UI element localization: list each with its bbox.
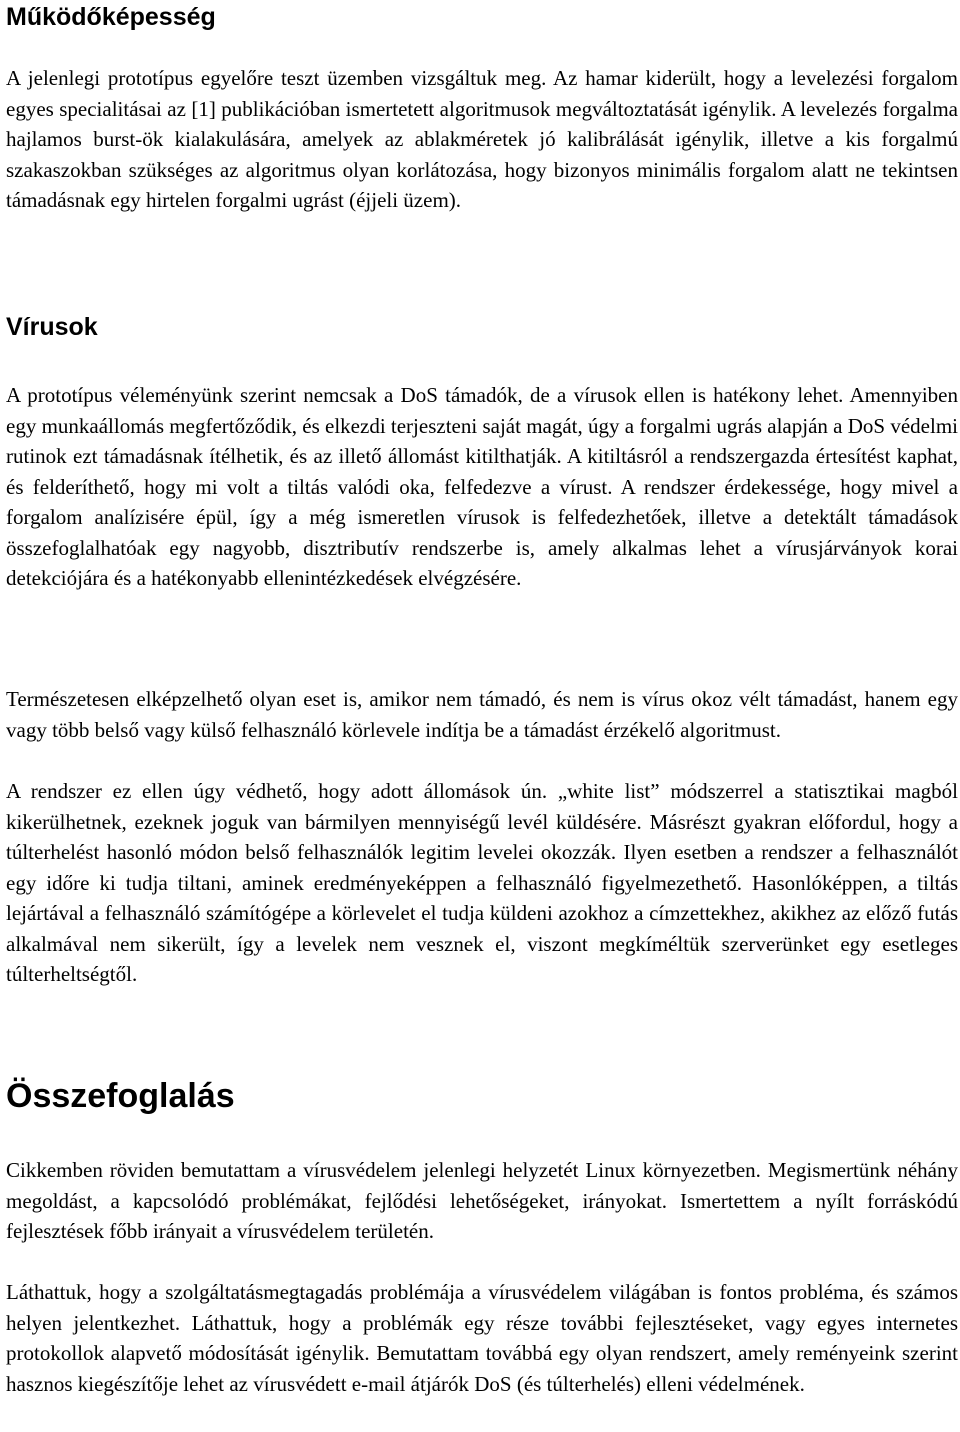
section-heading-virusok: Vírusok xyxy=(6,313,98,341)
section-heading-osszefoglalas: Összefoglalás xyxy=(6,1077,235,1115)
paragraph-osszefoglalas-1: Cikkemben röviden bemutattam a vírusvédelem jelenlegi helyzetét Linux környezetben. Megismertünk néhány megoldást, a kapcsolódó problémákat, fejlődési lehetőségeket, irányokat. Ismertettem a nyílt forráskódú fejlesztések főbb irányait a vírusvédelem területén. xyxy=(6,1158,958,1243)
section-heading-mukodokepesseg: Működőképesség xyxy=(6,3,216,31)
paragraph-mukodokepesseg-1: A jelenlegi prototípus egyelőre teszt üzemben vizsgáltuk meg. Az hamar kiderült, hogy a levelezési forgalom egyes specialitásai az [1] publikációban ismertetett algoritmusok megváltoztatását igénylik. A levelezés forgalma hajlamos burst-ök kialakulására, amelyek az ablakméretek jó kalibrálását igénylik, illetve a kis forgalmú szakaszokban szükséges az algoritmus olyan korlátozása, hogy bizonyos minimális forgalom alatt ne tekintsen támadásnak egy hirtelen forgalmi ugrást (éjjeli üzem). xyxy=(6,66,958,212)
paragraph-virusok-3: A rendszer ez ellen úgy védhető, hogy adott állomások ún. „white list” módszerrel a statisztikai magból kikerülhetnek, ezeknek joguk van bármilyen mennyiségű levél küldésére. Másrészt gyakran előfordul, hogy a túlterhelést hasonló módon belső felhasználók legitim levelei okozzák. Ilyen esetben a rendszer a felhasználót egy időre ki tudja tiltani, aminek eredményeképpen a felhasználó figyelmezethető. Hasonlóképpen, a tiltás lejártával a felhasználó számítógépe a körlevelet el tudja küldeni azokhoz a címzettekhez, akikhez az előző futás alkalmával nem sikerült, így a levelek nem vesznek el, viszont megkíméltük szerverünket egy esetleges túlterheltségtől. xyxy=(6,779,958,986)
paragraph-osszefoglalas-2: Láthattuk, hogy a szolgáltatásmegtagadás problémája a vírusvédelem világában is fontos probléma, és számos helyen jelentkezhet. Láthattuk, hogy a problémák egy része további fejlesztéseket, vagy egyes internetes protokollok alapvető módosítását igénylik. Bemutattam továbbá egy olyan rendszert, amely reményeink szerint hasznos kiegészítője lehet az vírusvédett e-mail átjárók DoS (és túlterhelés) elleni védelmének. xyxy=(6,1280,958,1396)
paragraph-virusok-1: A prototípus véleményünk szerint nemcsak a DoS támadók, de a vírusok ellen is hatékony lehet. Amennyiben egy munkaállomás megfertőződik, és elkezdi terjeszteni saját magát, úgy a forgalmi ugrás alapján a DoS védelmi rutinok ezt támadásnak ítélhetik, és az illető állomást kitilthatják. A kitiltásról a rendszergazda értesítést kaphat, és felderíthető, hogy mi volt a tiltás valódi oka, felfedezve a vírust. A rendszer érdekessége, hogy mivel a forgalom analízisére épül, így a még ismeretlen vírusok is felfedezhetőek, illetve a detektált támadások összefoglalhatóak egy nagyobb, disztributív rendszerbe is, amely alkalmas lehet a vírusjárványok korai detekciójára és a hatékonyabb ellenintézkedések elvégzésére. xyxy=(6,383,958,590)
paragraph-virusok-2: Természetesen elképzelhető olyan eset is, amikor nem támadó, és nem is vírus okoz vélt támadást, hanem egy vagy több belső vagy külső felhasználó körlevele indítja be a támadást érzékelő algoritmust. xyxy=(6,687,958,742)
